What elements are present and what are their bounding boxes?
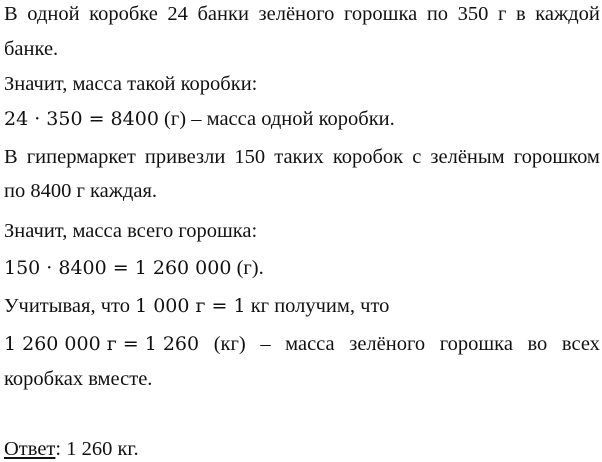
- equation: 1 260 000 г = 1 260: [4, 333, 200, 355]
- word: по: [426, 3, 449, 25]
- answer-line: [4, 436, 139, 462]
- word: масса: [285, 333, 335, 355]
- word: 150: [234, 146, 266, 168]
- line-text: (г) – масса одной коробки.: [158, 108, 395, 130]
- line-5: [4, 144, 600, 170]
- word: (кг): [213, 333, 246, 355]
- word: одной: [27, 3, 80, 25]
- line-2: банке.: [4, 38, 59, 60]
- word: во: [527, 333, 548, 355]
- word: г: [497, 3, 507, 25]
- word: банки: [197, 3, 249, 25]
- line-6: по 8400 г каждая.: [4, 180, 157, 202]
- word: В: [4, 3, 18, 25]
- answer-label: Ответ: [4, 438, 56, 460]
- word: зелёного: [258, 3, 335, 25]
- answer-value: : 1 260 кг.: [55, 438, 139, 460]
- equation: 150 · 8400 = 1 260 000: [4, 257, 232, 279]
- word: горошка: [344, 3, 418, 25]
- word: в: [516, 3, 526, 25]
- line-text: Учитывая, что: [4, 295, 136, 317]
- word: всех: [561, 333, 600, 355]
- word: с: [412, 146, 422, 168]
- word: зелёного: [349, 333, 426, 355]
- line-11: коробках вместе.: [4, 368, 153, 390]
- line-3: Значит, масса такой коробки:: [4, 73, 258, 95]
- line-9: [4, 293, 389, 319]
- word: каждой: [535, 3, 600, 25]
- word: горошка: [439, 333, 513, 355]
- word: гипермаркет: [26, 146, 136, 168]
- word: –: [260, 333, 271, 355]
- word: привезли: [144, 146, 226, 168]
- word: таких: [274, 146, 324, 168]
- word: коробок: [332, 146, 404, 168]
- word: горошком: [513, 146, 600, 168]
- line-8: [4, 255, 264, 281]
- line-text: (г).: [231, 257, 264, 279]
- word: В: [4, 146, 18, 168]
- equation: 1 000 г = 1: [135, 295, 246, 317]
- line-7: Значит, масса всего горошка:: [4, 220, 258, 242]
- line-10: [4, 331, 600, 357]
- line-1: [4, 1, 600, 27]
- word: зелёным: [430, 146, 505, 168]
- line-4: [4, 106, 395, 132]
- word: 24: [167, 3, 188, 25]
- line-text: кг получим, что: [245, 295, 390, 317]
- word: 350: [457, 3, 489, 25]
- word: коробке: [89, 3, 158, 25]
- equation: 24 · 350 = 8400: [4, 108, 159, 130]
